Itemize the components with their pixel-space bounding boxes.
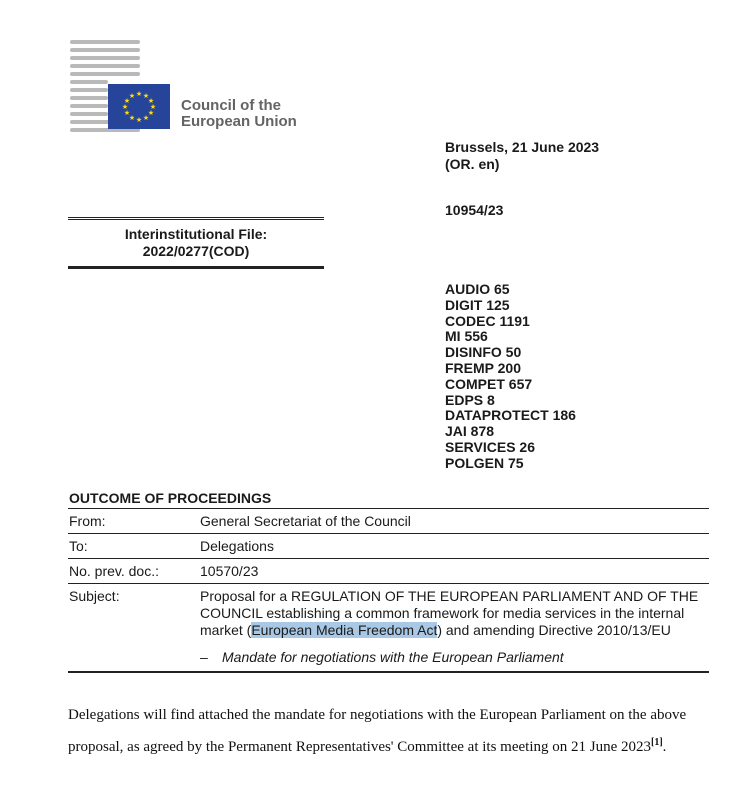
code: CODEC 1191 bbox=[445, 312, 530, 329]
council-name: Council of the European Union bbox=[181, 97, 297, 130]
outcome-title: OUTCOME OF PROCEEDINGS bbox=[69, 490, 272, 506]
svg-text:★: ★ bbox=[147, 109, 155, 117]
code: DISINFO 50 bbox=[445, 344, 522, 361]
from-value: General Secretariat of the Council bbox=[200, 513, 411, 529]
svg-text:★: ★ bbox=[142, 114, 150, 122]
selected-text[interactable]: European Media Freedom Act bbox=[251, 622, 438, 638]
document-number: 10954/23 bbox=[445, 202, 504, 218]
interinstitutional-file: 2022/0277(COD) bbox=[142, 243, 250, 259]
prev-doc-label: No. prev. doc.: bbox=[69, 563, 160, 579]
svg-text:★: ★ bbox=[123, 109, 131, 117]
svg-text:★: ★ bbox=[135, 90, 143, 98]
subject-value: Proposal for a REGULATION OF THE EUROPEAN PARLIAMENT AND OF THE COUNCIL establishing a common framework for media services in the internal market (European Media Freedom Act) and amending Directive 2010/13/EU bbox=[200, 588, 699, 638]
code: DATAPROTECT 186 bbox=[445, 407, 576, 424]
svg-text:★: ★ bbox=[147, 97, 155, 105]
to-value: Delegations bbox=[200, 538, 274, 554]
code: COMPET 657 bbox=[445, 375, 533, 392]
table-row bbox=[68, 559, 709, 584]
svg-text:★: ★ bbox=[128, 114, 136, 122]
interinstitutional-label: Interinstitutional File: bbox=[124, 226, 268, 242]
footnote-link[interactable]: [1] bbox=[650, 737, 663, 748]
subject-label: Subject: bbox=[69, 588, 120, 604]
code: MI 556 bbox=[445, 328, 488, 345]
proceedings-table bbox=[68, 508, 709, 673]
from-label: From: bbox=[69, 513, 106, 529]
code: EDPS 8 bbox=[445, 391, 495, 408]
table-row bbox=[68, 642, 709, 673]
code: POLGEN 75 bbox=[445, 454, 524, 471]
dash: – bbox=[200, 649, 208, 665]
eu-flag-icon bbox=[108, 84, 170, 129]
location-date: Brussels, 21 June 2023 (OR. en) bbox=[445, 139, 600, 172]
interinstitutional-file-box bbox=[68, 217, 324, 269]
to-label: To: bbox=[69, 538, 88, 554]
table-row bbox=[68, 584, 709, 642]
code: JAI 878 bbox=[445, 423, 495, 440]
body-paragraph: Delegations will find attached the mandate for negotiations with the European Parliament on the above proposal, as agreed by the Permanent Representatives' Committee at its meeting on 21 June 2023[1]. bbox=[68, 707, 687, 755]
svg-text:★: ★ bbox=[135, 116, 143, 124]
code: SERVICES 26 bbox=[445, 438, 536, 455]
code: DIGIT 125 bbox=[445, 296, 510, 313]
svg-text:★: ★ bbox=[142, 92, 150, 100]
svg-text:★: ★ bbox=[128, 92, 136, 100]
svg-text:★: ★ bbox=[123, 97, 131, 105]
table-row bbox=[68, 534, 709, 559]
code: FREMP 200 bbox=[445, 359, 521, 376]
prev-doc-value: 10570/23 bbox=[200, 563, 259, 579]
code: AUDIO 65 bbox=[445, 281, 510, 297]
svg-text:★: ★ bbox=[121, 103, 129, 111]
mandate-line: – Mandate for negotiations with the European Parliament bbox=[200, 649, 564, 665]
svg-text:★: ★ bbox=[149, 103, 157, 111]
document-codes bbox=[445, 282, 576, 472]
table-row bbox=[68, 509, 709, 534]
